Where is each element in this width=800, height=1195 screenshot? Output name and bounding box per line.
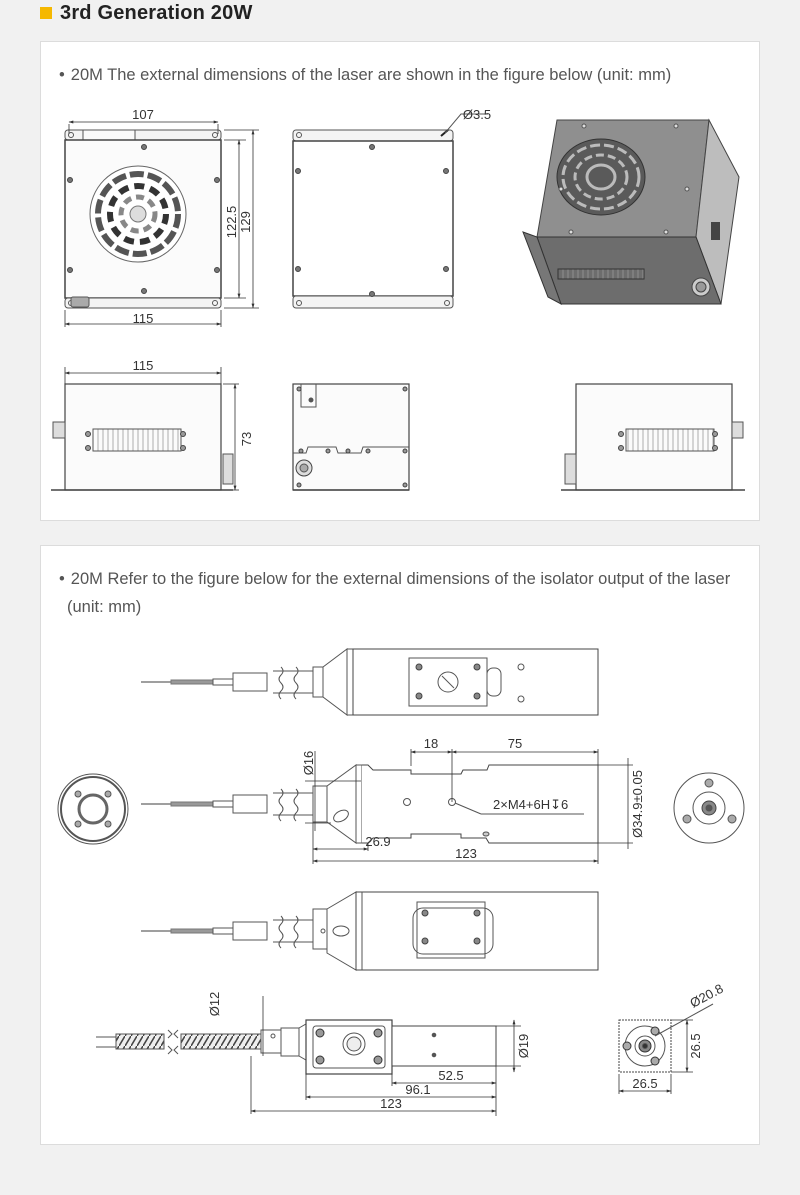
description-text: 20M Refer to the figure below for the external dimensions of the isolator output of the laser (unit: mm)	[67, 570, 731, 616]
isolator-dimensions-card	[40, 545, 760, 1145]
side-view-right	[561, 384, 745, 490]
bullet: •	[59, 66, 65, 84]
dim-d12: Ø12	[207, 991, 222, 1017]
rear-connector-view	[293, 384, 409, 500]
dim-75: 75	[507, 736, 523, 751]
isolator-rear-end-view	[674, 773, 744, 843]
laser-dimension-drawing	[41, 42, 761, 522]
dim-115-side: 115	[132, 358, 154, 373]
dim-123: 123	[455, 846, 477, 861]
dim-26-5-height: 26.5	[688, 1033, 703, 1059]
isolator-bottom-view	[141, 892, 598, 970]
thread-callout: 2×M4+6H↧6	[493, 797, 569, 812]
dim-122-5: 122.5	[224, 205, 239, 239]
bullet: •	[59, 570, 65, 588]
dim-d20-8: Ø20.8	[687, 980, 726, 1011]
section-title: 3rd Generation 20W	[60, 1, 253, 24]
dim-129: 129	[238, 211, 253, 233]
dim-d16: Ø16	[301, 750, 316, 776]
dim-73: 73	[239, 431, 254, 447]
dim-hole-3-5: Ø3.5	[462, 107, 492, 122]
section-header	[40, 0, 253, 26]
dim-26-5-width: 26.5	[632, 1076, 658, 1091]
laser-dimensions-card	[40, 41, 760, 521]
isolator-front-end-view	[58, 774, 128, 844]
front-view-fan	[65, 130, 221, 308]
title-marker-square	[40, 7, 52, 19]
side-view-left	[51, 384, 233, 490]
dim-115-front: 115	[132, 311, 154, 326]
isolator-top-view	[141, 649, 598, 715]
dim-18: 18	[423, 736, 439, 751]
dim-d34-9: Ø34.9±0.05	[630, 770, 645, 838]
dim-123-armored: 123	[380, 1096, 402, 1111]
dim-26-9: 26.9	[365, 834, 391, 849]
armored-isolator-side-view	[96, 1020, 496, 1074]
isolator-dimension-drawing	[41, 546, 761, 1146]
dim-d19: Ø19	[516, 1033, 531, 1059]
dim-107: 107	[132, 107, 154, 122]
description-text: 20M The external dimensions of the laser are shown in the figure below (unit: mm)	[70, 66, 672, 84]
isometric-view	[523, 120, 739, 304]
back-view	[293, 114, 488, 308]
dim-52-5: 52.5	[438, 1068, 464, 1083]
dim-96-1: 96.1	[405, 1082, 431, 1097]
